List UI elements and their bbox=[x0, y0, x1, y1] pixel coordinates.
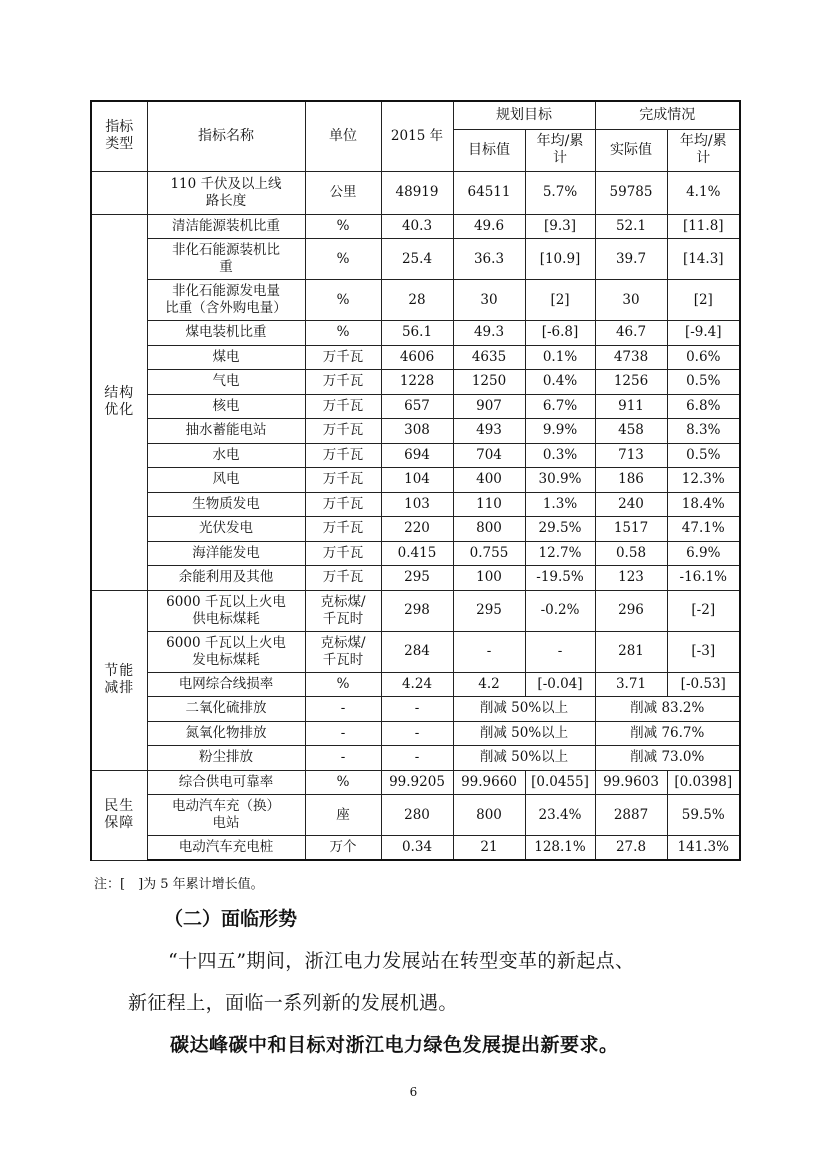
plan-merged-cell: 削减 50%以上 bbox=[453, 697, 595, 722]
table-row bbox=[91, 321, 740, 346]
table-row bbox=[91, 443, 740, 468]
page-number: 6 bbox=[409, 1085, 418, 1099]
actual-cell: 0.58 bbox=[595, 541, 667, 566]
unit-cell: - bbox=[305, 697, 381, 722]
table-row bbox=[91, 566, 740, 591]
target-cell: 800 bbox=[453, 795, 525, 836]
table-row bbox=[91, 541, 740, 566]
actual-cell: 458 bbox=[595, 419, 667, 444]
unit-cell: 万千瓦 bbox=[305, 370, 381, 395]
actual-cell: 296 bbox=[595, 590, 667, 631]
base-cell: 56.1 bbox=[381, 321, 453, 346]
target-growth-cell: -0.2% bbox=[525, 590, 595, 631]
actual-cell: 911 bbox=[595, 394, 667, 419]
category-cell: 节能 减排 bbox=[91, 590, 147, 770]
header-base-year: 2015 年 bbox=[381, 101, 453, 171]
target-growth-cell: -19.5% bbox=[525, 566, 595, 591]
actual-cell: 186 bbox=[595, 468, 667, 493]
indicator-name: 综合供电可靠率 bbox=[147, 770, 305, 795]
table-row bbox=[91, 836, 740, 861]
indicator-name: 6000 千瓦以上火电 供电标煤耗 bbox=[147, 590, 305, 631]
actual-cell: 46.7 bbox=[595, 321, 667, 346]
actual-growth-cell: [11.8] bbox=[667, 214, 740, 239]
actual-cell: 27.8 bbox=[595, 836, 667, 861]
unit-cell: % bbox=[305, 239, 381, 280]
actual-growth-cell: [2] bbox=[667, 280, 740, 321]
target-cell: 907 bbox=[453, 394, 525, 419]
unit-cell: 万千瓦 bbox=[305, 419, 381, 444]
base-cell: - bbox=[381, 721, 453, 746]
base-cell: 220 bbox=[381, 517, 453, 542]
table-row bbox=[91, 468, 740, 493]
indicator-name: 抽水蓄能电站 bbox=[147, 419, 305, 444]
unit-cell: 万千瓦 bbox=[305, 517, 381, 542]
category-cell bbox=[91, 171, 147, 214]
plan-merged-cell: 削减 50%以上 bbox=[453, 746, 595, 771]
target-growth-cell: 1.3% bbox=[525, 492, 595, 517]
unit-cell: 克标煤/ 千瓦时 bbox=[305, 631, 381, 672]
target-cell: 49.6 bbox=[453, 214, 525, 239]
actual-cell: 713 bbox=[595, 443, 667, 468]
unit-cell: 座 bbox=[305, 795, 381, 836]
table-row bbox=[91, 795, 740, 836]
target-cell: 64511 bbox=[453, 171, 525, 214]
table-row bbox=[91, 394, 740, 419]
base-cell: 280 bbox=[381, 795, 453, 836]
table-row bbox=[91, 492, 740, 517]
target-cell: 704 bbox=[453, 443, 525, 468]
target-growth-cell: [2] bbox=[525, 280, 595, 321]
target-growth-cell: [10.9] bbox=[525, 239, 595, 280]
indicator-name: 电动汽车充（换） 电站 bbox=[147, 795, 305, 836]
base-cell: 284 bbox=[381, 631, 453, 672]
indicator-name: 6000 千瓦以上火电 发电标煤耗 bbox=[147, 631, 305, 672]
power-indicator-table bbox=[90, 100, 741, 861]
indicator-name: 电网综合线损率 bbox=[147, 672, 305, 697]
target-growth-cell: [0.0455] bbox=[525, 770, 595, 795]
actual-growth-cell: 18.4% bbox=[667, 492, 740, 517]
indicator-name: 光伏发电 bbox=[147, 517, 305, 542]
unit-cell: 公里 bbox=[305, 171, 381, 214]
actual-growth-cell: 141.3% bbox=[667, 836, 740, 861]
base-cell: 99.9205 bbox=[381, 770, 453, 795]
table-note: 注：[ ]为 5 年累计增长值。 bbox=[94, 877, 264, 892]
indicator-name: 气电 bbox=[147, 370, 305, 395]
unit-cell: % bbox=[305, 280, 381, 321]
actual-growth-cell: 6.9% bbox=[667, 541, 740, 566]
actual-cell: 1256 bbox=[595, 370, 667, 395]
indicator-name: 二氧化硫排放 bbox=[147, 697, 305, 722]
target-growth-cell: 29.5% bbox=[525, 517, 595, 542]
target-growth-cell: 23.4% bbox=[525, 795, 595, 836]
table-row bbox=[91, 770, 740, 795]
target-growth-cell: 0.4% bbox=[525, 370, 595, 395]
table-row bbox=[91, 697, 740, 722]
header-type: 指标 类型 bbox=[91, 101, 147, 171]
indicator-name: 生物质发电 bbox=[147, 492, 305, 517]
actual-cell: 1517 bbox=[595, 517, 667, 542]
target-growth-cell: - bbox=[525, 631, 595, 672]
actual-growth-cell: [14.3] bbox=[667, 239, 740, 280]
unit-cell: % bbox=[305, 214, 381, 239]
unit-cell: 万千瓦 bbox=[305, 541, 381, 566]
target-growth-cell: [-0.04] bbox=[525, 672, 595, 697]
actual-growth-cell: 0.5% bbox=[667, 443, 740, 468]
table-row bbox=[91, 746, 740, 771]
target-growth-cell: 128.1% bbox=[525, 836, 595, 861]
actual-cell: 123 bbox=[595, 566, 667, 591]
actual-growth-cell: 12.3% bbox=[667, 468, 740, 493]
table-row bbox=[91, 239, 740, 280]
actual-cell: 240 bbox=[595, 492, 667, 517]
indicator-name: 核电 bbox=[147, 394, 305, 419]
target-cell: 493 bbox=[453, 419, 525, 444]
actual-growth-cell: 6.8% bbox=[667, 394, 740, 419]
indicator-name: 清洁能源装机比重 bbox=[147, 214, 305, 239]
target-growth-cell: [9.3] bbox=[525, 214, 595, 239]
target-growth-cell: 12.7% bbox=[525, 541, 595, 566]
target-growth-cell: 0.3% bbox=[525, 443, 595, 468]
table-row bbox=[91, 345, 740, 370]
done-merged-cell: 削减 83.2% bbox=[595, 697, 740, 722]
header-unit: 单位 bbox=[305, 101, 381, 171]
actual-cell: 59785 bbox=[595, 171, 667, 214]
target-growth-cell: 6.7% bbox=[525, 394, 595, 419]
base-cell: 295 bbox=[381, 566, 453, 591]
target-growth-cell: 0.1% bbox=[525, 345, 595, 370]
target-cell: 400 bbox=[453, 468, 525, 493]
base-cell: 308 bbox=[381, 419, 453, 444]
base-cell: 0.34 bbox=[381, 836, 453, 861]
unit-cell: - bbox=[305, 746, 381, 771]
target-cell: 110 bbox=[453, 492, 525, 517]
unit-cell: 万千瓦 bbox=[305, 394, 381, 419]
indicator-name: 电动汽车充电桩 bbox=[147, 836, 305, 861]
unit-cell: 万千瓦 bbox=[305, 566, 381, 591]
actual-cell: 4738 bbox=[595, 345, 667, 370]
target-cell: 36.3 bbox=[453, 239, 525, 280]
indicator-name: 水电 bbox=[147, 443, 305, 468]
target-cell: 30 bbox=[453, 280, 525, 321]
actual-growth-cell: [-3] bbox=[667, 631, 740, 672]
category-cell: 结构 优化 bbox=[91, 214, 147, 590]
actual-growth-cell: [-0.53] bbox=[667, 672, 740, 697]
table-row bbox=[91, 214, 740, 239]
table-row bbox=[91, 280, 740, 321]
indicator-name: 煤电装机比重 bbox=[147, 321, 305, 346]
actual-cell: 3.71 bbox=[595, 672, 667, 697]
table-row bbox=[91, 370, 740, 395]
paragraph-2: 新征程上，面临一系列新的发展机遇。 bbox=[128, 992, 458, 1014]
table-row bbox=[91, 171, 740, 214]
unit-cell: 万个 bbox=[305, 836, 381, 861]
target-cell: 21 bbox=[453, 836, 525, 861]
target-cell: 49.3 bbox=[453, 321, 525, 346]
actual-growth-cell: [-9.4] bbox=[667, 321, 740, 346]
paragraph-1: “十四五”期间，浙江电力发展站在转型变革的新起点、 bbox=[168, 950, 635, 972]
unit-cell: - bbox=[305, 721, 381, 746]
actual-cell: 30 bbox=[595, 280, 667, 321]
unit-cell: % bbox=[305, 321, 381, 346]
base-cell: 48919 bbox=[381, 171, 453, 214]
header-done: 完成情况 bbox=[595, 101, 740, 129]
header-name: 指标名称 bbox=[147, 101, 305, 171]
table-row bbox=[91, 631, 740, 672]
actual-growth-cell: [-2] bbox=[667, 590, 740, 631]
base-cell: 28 bbox=[381, 280, 453, 321]
target-growth-cell: 30.9% bbox=[525, 468, 595, 493]
unit-cell: % bbox=[305, 770, 381, 795]
table-row bbox=[91, 590, 740, 631]
target-growth-cell: [-6.8] bbox=[525, 321, 595, 346]
actual-cell: 39.7 bbox=[595, 239, 667, 280]
target-cell: 0.755 bbox=[453, 541, 525, 566]
unit-cell: % bbox=[305, 672, 381, 697]
category-cell: 民生 保障 bbox=[91, 770, 147, 860]
paragraph-3-bold: 碳达峰碳中和目标对浙江电力绿色发展提出新要求。 bbox=[170, 1034, 619, 1056]
actual-growth-cell: 59.5% bbox=[667, 795, 740, 836]
base-cell: 4606 bbox=[381, 345, 453, 370]
base-cell: 25.4 bbox=[381, 239, 453, 280]
table-row bbox=[91, 672, 740, 697]
indicator-name: 风电 bbox=[147, 468, 305, 493]
target-cell: 4635 bbox=[453, 345, 525, 370]
done-merged-cell: 削减 76.7% bbox=[595, 721, 740, 746]
unit-cell: 克标煤/ 千瓦时 bbox=[305, 590, 381, 631]
base-cell: 694 bbox=[381, 443, 453, 468]
header-actual-growth: 年均/累 计 bbox=[667, 129, 740, 171]
table-row bbox=[91, 419, 740, 444]
done-merged-cell: 削减 73.0% bbox=[595, 746, 740, 771]
unit-cell: 万千瓦 bbox=[305, 345, 381, 370]
header-target-growth: 年均/累 计 bbox=[525, 129, 595, 171]
target-growth-cell: 9.9% bbox=[525, 419, 595, 444]
actual-cell: 281 bbox=[595, 631, 667, 672]
indicator-name: 非化石能源发电量 比重（含外购电量） bbox=[147, 280, 305, 321]
base-cell: 0.415 bbox=[381, 541, 453, 566]
target-cell: 4.2 bbox=[453, 672, 525, 697]
actual-growth-cell: 47.1% bbox=[667, 517, 740, 542]
target-cell: 800 bbox=[453, 517, 525, 542]
table-row bbox=[91, 517, 740, 542]
actual-cell: 2887 bbox=[595, 795, 667, 836]
actual-cell: 52.1 bbox=[595, 214, 667, 239]
indicator-name: 110 千伏及以上线 路长度 bbox=[147, 171, 305, 214]
actual-growth-cell: -16.1% bbox=[667, 566, 740, 591]
unit-cell: 万千瓦 bbox=[305, 492, 381, 517]
base-cell: 40.3 bbox=[381, 214, 453, 239]
indicator-name: 氮氧化物排放 bbox=[147, 721, 305, 746]
base-cell: - bbox=[381, 746, 453, 771]
indicator-name: 煤电 bbox=[147, 345, 305, 370]
actual-growth-cell: 0.5% bbox=[667, 370, 740, 395]
base-cell: 657 bbox=[381, 394, 453, 419]
target-cell: 295 bbox=[453, 590, 525, 631]
base-cell: - bbox=[381, 697, 453, 722]
indicator-name: 粉尘排放 bbox=[147, 746, 305, 771]
indicator-name: 余能利用及其他 bbox=[147, 566, 305, 591]
target-cell: 99.9660 bbox=[453, 770, 525, 795]
actual-cell: 99.9603 bbox=[595, 770, 667, 795]
unit-cell: 万千瓦 bbox=[305, 443, 381, 468]
base-cell: 103 bbox=[381, 492, 453, 517]
actual-growth-cell: [0.0398] bbox=[667, 770, 740, 795]
header-target: 目标值 bbox=[453, 129, 525, 171]
actual-growth-cell: 4.1% bbox=[667, 171, 740, 214]
table-row bbox=[91, 721, 740, 746]
target-cell: 100 bbox=[453, 566, 525, 591]
target-cell: 1250 bbox=[453, 370, 525, 395]
header-actual: 实际值 bbox=[595, 129, 667, 171]
actual-growth-cell: 8.3% bbox=[667, 419, 740, 444]
plan-merged-cell: 削减 50%以上 bbox=[453, 721, 595, 746]
target-cell: - bbox=[453, 631, 525, 672]
indicator-name: 非化石能源装机比 重 bbox=[147, 239, 305, 280]
base-cell: 104 bbox=[381, 468, 453, 493]
base-cell: 298 bbox=[381, 590, 453, 631]
base-cell: 1228 bbox=[381, 370, 453, 395]
section-heading: （二）面临形势 bbox=[164, 908, 298, 930]
indicator-name: 海洋能发电 bbox=[147, 541, 305, 566]
unit-cell: 万千瓦 bbox=[305, 468, 381, 493]
actual-growth-cell: 0.6% bbox=[667, 345, 740, 370]
base-cell: 4.24 bbox=[381, 672, 453, 697]
header-plan: 规划目标 bbox=[453, 101, 595, 129]
target-growth-cell: 5.7% bbox=[525, 171, 595, 214]
